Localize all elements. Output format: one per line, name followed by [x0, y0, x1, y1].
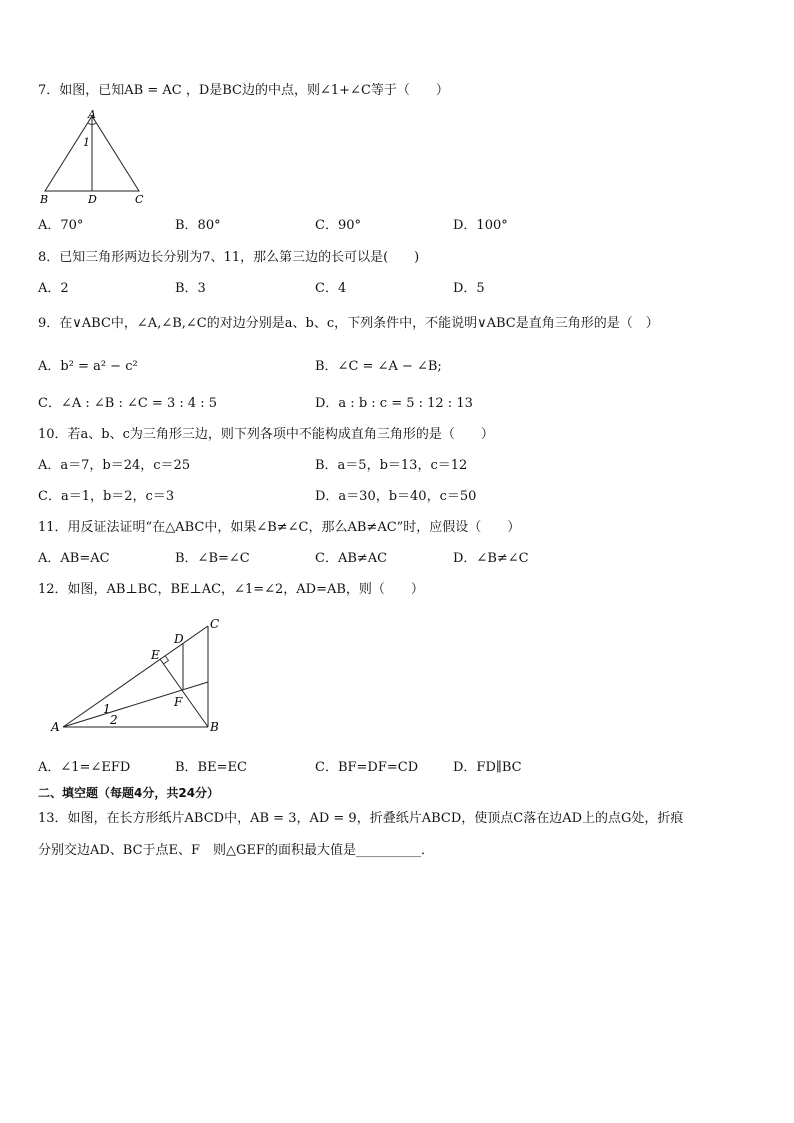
q12-label-b: B — [210, 720, 219, 734]
q10-option-b[interactable]: B．a＝5，b＝13，c＝12 — [315, 458, 468, 473]
q10-option-c[interactable]: C．a＝1，b＝2，c＝3 — [38, 489, 175, 504]
q12-option-c[interactable]: C．BF=DF=CD — [315, 760, 419, 775]
q7-label-c: C — [135, 193, 144, 206]
q7-label-b: B — [40, 193, 49, 206]
q7-triangle-figure — [38, 108, 150, 208]
q12-label-f: F — [174, 695, 183, 709]
q10-stem: 10．若a、b、c为三角形三边，则下列各项中不能构成直角三角形的是（ ） — [38, 427, 494, 442]
q8-option-b[interactable]: B．3 — [175, 281, 206, 296]
q7-option-c[interactable]: C．90° — [315, 218, 361, 233]
q11-stem: 11．用反证法证明“在△ABC中，如果∠B≠∠C，那么AB≠AC”时，应假设（ ） — [38, 520, 521, 535]
q9-stem: 9．在∨ABC中，∠A,∠B,∠C的对边分别是a、b、c，下列条件中，不能说明∨ABC是直角三角形的是（ ） — [38, 316, 659, 331]
q7-option-d[interactable]: D．100° — [453, 218, 508, 233]
q8-option-d[interactable]: D．5 — [453, 281, 485, 296]
q10-option-a[interactable]: A．a＝7，b＝24，c＝25 — [38, 458, 191, 473]
q7-label-angle-1: 1 — [83, 136, 90, 149]
q8-option-c[interactable]: C．4 — [315, 281, 347, 296]
q12-triangle-figure — [48, 612, 238, 736]
q12-label-angle-1: 1 — [103, 702, 111, 716]
q9-option-c[interactable]: C．∠A : ∠B : ∠C = 3 : 4 : 5 — [38, 396, 218, 411]
q12-label-e: E — [151, 648, 160, 662]
q9-option-a[interactable]: A．b² = a² − c² — [38, 359, 138, 374]
q7-option-b[interactable]: B．80° — [175, 218, 221, 233]
q8-option-a[interactable]: A．2 — [38, 281, 69, 296]
q12-label-a: A — [51, 720, 60, 734]
q12-option-b[interactable]: B．BE=EC — [175, 760, 247, 775]
q11-option-a[interactable]: A．AB=AC — [38, 551, 110, 566]
q12-option-a[interactable]: A．∠1=∠EFD — [38, 760, 131, 775]
q7-label-d: D — [88, 193, 97, 206]
q12-label-angle-2: 2 — [110, 713, 118, 727]
q12-label-d: D — [174, 632, 184, 646]
q11-option-c[interactable]: C．AB≠AC — [315, 551, 388, 566]
section-two-heading: 二、填空题（每题4分，共24分） — [38, 786, 220, 800]
q10-option-d[interactable]: D．a＝30，b＝40，c＝50 — [315, 489, 477, 504]
q7-stem: 7．如图，已知AB = AC ，D是BC边的中点，则∠1+∠C等于（ ） — [38, 83, 449, 98]
q9-option-d[interactable]: D．a : b : c = 5 : 12 : 13 — [315, 396, 473, 411]
q13-stem-line2: 分别交边AD、BC于点E、F 则△GEF的面积最大值是__________． — [38, 843, 434, 858]
q9-option-b[interactable]: B．∠C = ∠A − ∠B; — [315, 359, 442, 374]
q11-option-b[interactable]: B．∠B=∠C — [175, 551, 250, 566]
q11-option-d[interactable]: D．∠B≠∠C — [453, 551, 529, 566]
q13-stem-line1: 13．如图，在长方形纸片ABCD中，AB = 3，AD = 9，折叠纸片ABCD，使顶点C落在边AD上的点G处，折痕 — [38, 811, 684, 826]
q7-option-a[interactable]: A．70° — [38, 218, 84, 233]
q12-option-d[interactable]: D．FD∥BC — [453, 760, 522, 775]
q8-stem: 8．已知三角形两边长分别为7、11，那么第三边的长可以是( ) — [38, 250, 420, 265]
q7-label-a: A — [88, 108, 96, 121]
q12-label-c: C — [210, 617, 220, 631]
q12-stem: 12．如图，AB⊥BC，BE⊥AC，∠1=∠2，AD=AB，则（ ） — [38, 582, 424, 597]
